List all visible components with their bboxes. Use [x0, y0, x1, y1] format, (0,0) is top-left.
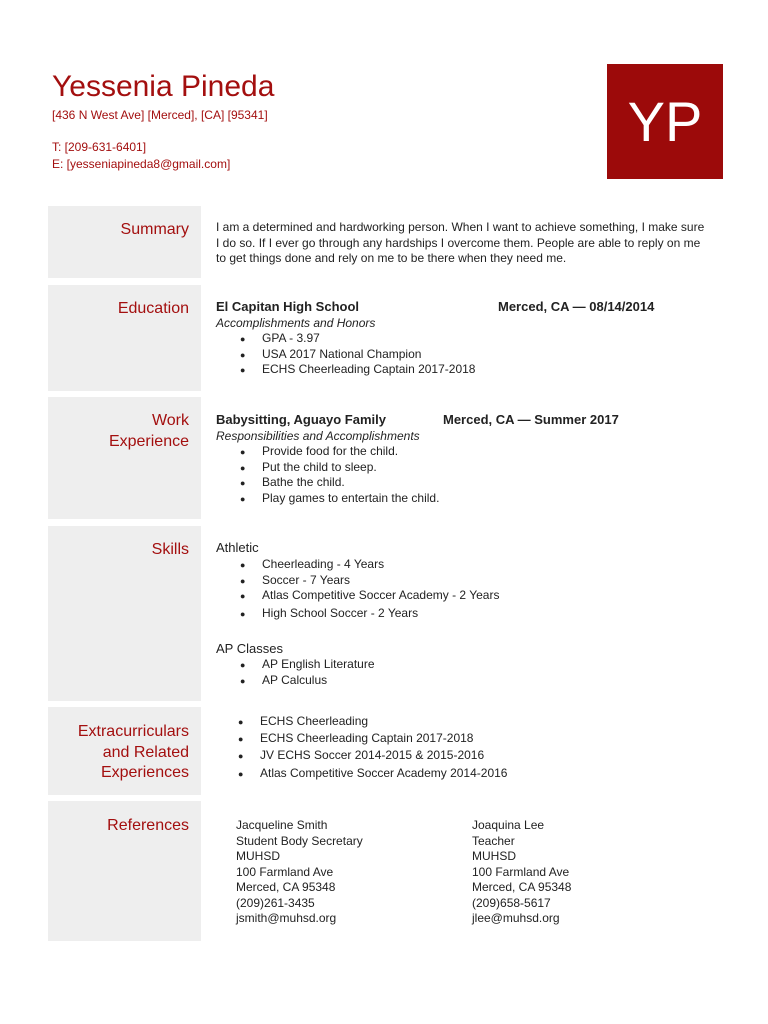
bullet: ● [240, 676, 246, 686]
reference-2-city: Merced, CA 95348 [472, 880, 572, 894]
work-subheading: Responsibilities and Accomplishments [216, 429, 420, 443]
reference-1-city: Merced, CA 95348 [236, 880, 336, 894]
reference-2-phone: (209)658-5617 [472, 895, 551, 910]
references-label-box [48, 801, 201, 941]
list-item: Put the child to sleep. [262, 460, 377, 474]
bullet: ● [240, 494, 246, 504]
work-location-date: Merced, CA — Summer 2017 [443, 412, 619, 427]
list-item: Provide food for the child. [262, 444, 399, 458]
education-label: Education [117, 300, 189, 317]
reference-2-org: MUHSD [472, 849, 516, 863]
bullet: ● [240, 365, 246, 375]
extracurriculars-label-line1: Extracurriculars [77, 723, 189, 740]
bullet: ● [240, 447, 246, 457]
bullet: ● [238, 751, 244, 761]
reference-2-name: Joaquina Lee [472, 818, 545, 832]
list-item: GPA - 3.97 [262, 331, 320, 345]
bullet: ● [240, 660, 246, 670]
bullet: ● [240, 560, 246, 570]
list-item: Atlas Competitive Soccer Academy - 2 Years [262, 588, 500, 602]
reference-2-email: jlee@muhsd.org [472, 911, 560, 925]
list-item: ECHS Cheerleading [260, 714, 369, 728]
list-item: Atlas Competitive Soccer Academy 2014-2016 [260, 766, 508, 780]
address: [436 N West Ave] [Merced], [CA] [95341] [52, 108, 268, 122]
bullet: ● [238, 769, 244, 779]
list-item: Bathe the child. [262, 475, 345, 489]
reference-2-title: Teacher [472, 833, 515, 848]
bullet: ● [240, 350, 246, 360]
work-title: Babysitting, Aguayo Family [216, 412, 386, 427]
reference-1-name: Jacqueline Smith [236, 818, 328, 832]
applicant-name: Yessenia Pineda [52, 70, 275, 103]
bullet: ● [240, 478, 246, 488]
education-location-date: Merced, CA — 08/14/2014 [498, 299, 655, 314]
summary-text: I am a determined and hardworking person. When I want to achieve something, I make sure I do so. If I ever go through any hardships I overcome them. People are able to reply on me to get things done and rely on me to be there when they need me. [216, 220, 705, 265]
bullet: ● [238, 717, 244, 727]
monogram-badge [607, 64, 723, 179]
reference-2-street: 100 Farmland Ave [472, 864, 570, 879]
list-item: Soccer - 7 Years [262, 573, 351, 587]
education-label-box [48, 285, 201, 391]
reference-1-org: MUHSD [236, 849, 280, 863]
work-label-line2: Experience [108, 433, 189, 450]
skills-group-ap-classes: AP Classes [216, 641, 283, 656]
bullet: ● [240, 609, 246, 619]
list-item: ECHS Cheerleading Captain 2017-2018 [260, 731, 474, 745]
bullet: ● [240, 334, 246, 344]
list-item: High School Soccer - 2 Years [262, 606, 419, 620]
bullet: ● [240, 576, 246, 586]
skills-label-box [48, 526, 201, 701]
bullet: ● [240, 463, 246, 473]
bullet: ● [240, 591, 246, 601]
education-subheading: Accomplishments and Honors [216, 316, 376, 330]
work-label-box [48, 397, 201, 519]
reference-1-street: 100 Farmland Ave [236, 864, 334, 879]
list-item: ECHS Cheerleading Captain 2017-2018 [262, 362, 476, 376]
extracurriculars-label-line3: Experiences [100, 764, 189, 781]
monogram-text: YP [627, 90, 703, 153]
work-label-line1: Work [151, 412, 189, 429]
list-item: Play games to entertain the child. [262, 491, 440, 505]
references-label: References [107, 817, 189, 834]
education-school: El Capitan High School [216, 299, 360, 314]
list-item: AP English Literature [262, 657, 375, 671]
list-item: JV ECHS Soccer 2014-2015 & 2015-2016 [260, 748, 485, 762]
reference-1-title: Student Body Secretary [236, 833, 363, 848]
extracurriculars-label-line2: and Related [102, 744, 189, 761]
extracurriculars-label-box [48, 707, 201, 795]
email: E: [yesseniapineda8@gmail.com] [52, 157, 231, 171]
phone: T: [209-631-6401] [52, 140, 147, 154]
bullet: ● [238, 734, 244, 744]
summary-label: Summary [120, 221, 189, 238]
summary-label-box [48, 206, 201, 278]
reference-1-phone: (209)261-3435 [236, 895, 315, 910]
reference-1-email: jsmith@muhsd.org [236, 911, 337, 925]
skills-label: Skills [151, 541, 189, 558]
list-item: Cheerleading - 4 Years [262, 557, 385, 571]
list-item: USA 2017 National Champion [262, 347, 422, 361]
skills-group-athletic: Athletic [216, 540, 259, 555]
list-item: AP Calculus [262, 673, 328, 687]
